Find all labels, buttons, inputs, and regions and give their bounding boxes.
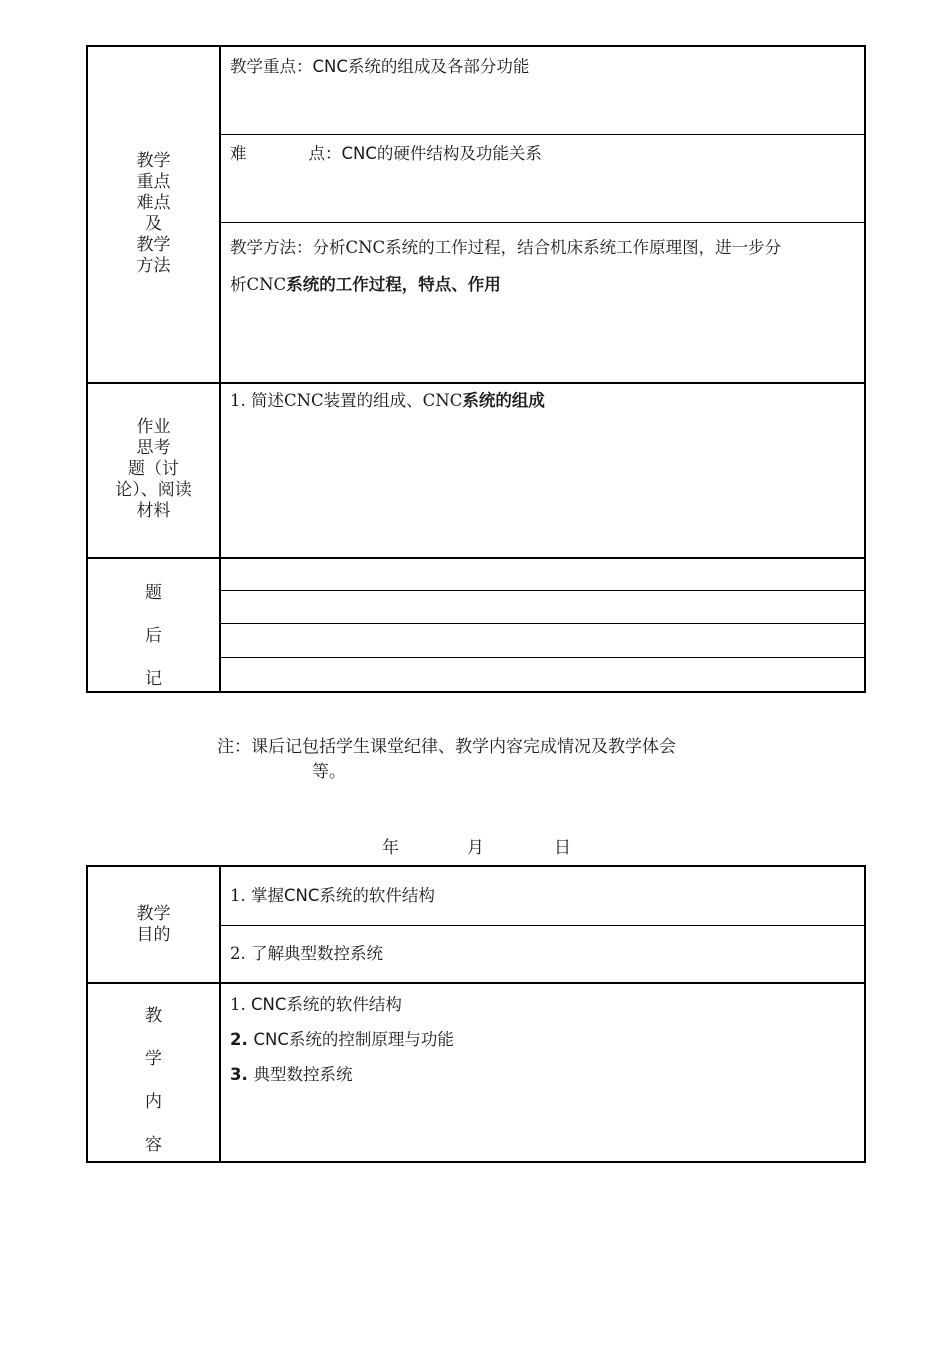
homework-label (88, 417, 219, 522)
teaching-content-list (230, 987, 854, 1092)
row-divider (219, 134, 864, 135)
content-item-3-text: 典型数控系统 (253, 1065, 353, 1084)
difficulty-label: 难 (230, 144, 247, 163)
homework-bold: 系统的组成 (462, 391, 545, 410)
footnote (217, 735, 757, 785)
content-item-1-number: 1. (230, 995, 251, 1014)
label-line: 目的 (136, 925, 171, 945)
content-item-2 (230, 1022, 854, 1057)
label-line: 容 (145, 1135, 162, 1155)
content-item-1-text: CNC系统的软件结构 (251, 995, 402, 1014)
footnote-line-1: 注：课后记包括学生课堂纪律、教学内容完成情况及教学体会 (217, 737, 676, 757)
label-line: 教学 (136, 235, 171, 255)
difficulty-text: CNC的硬件结构及功能关系 (341, 144, 542, 163)
goal-1-number: 1. (230, 886, 251, 905)
label-line: 学 (145, 1049, 162, 1069)
teaching-method-line-2-prefix: 析CNC (230, 275, 287, 294)
row-divider (219, 657, 864, 658)
teaching-content-label (88, 995, 219, 1167)
label-line: 内 (145, 1092, 162, 1112)
label-line: 难点 (136, 193, 171, 213)
row-divider (88, 557, 864, 559)
label-line: 材料 (136, 501, 171, 521)
label-line: 及 (145, 214, 162, 234)
lesson-plan-table-2 (86, 865, 866, 1163)
label-line: 论）、阅读 (115, 480, 192, 500)
content-item-2-text: CNC系统的控制原理与功能 (253, 1030, 454, 1049)
date-year: 年 (382, 838, 399, 858)
row-divider (219, 925, 864, 926)
label-line: 教 (145, 1006, 162, 1026)
date-month: 月 (467, 838, 484, 858)
label-line: 后 (145, 626, 162, 646)
teaching-method-cell (230, 229, 854, 303)
row-divider (219, 590, 864, 591)
teaching-goal-1 (230, 882, 854, 910)
teaching-method-line-2 (230, 266, 854, 303)
column-divider (219, 47, 221, 691)
label-line: 题 (145, 583, 162, 603)
homework-prefix: 1. 简述CNC装置的组成、CNC (230, 391, 463, 410)
column-divider (219, 867, 221, 1161)
label-line: 思考 (136, 438, 171, 458)
difficulty-prefix: 点： (308, 144, 342, 163)
teaching-focus-cell (230, 53, 854, 81)
date-day: 日 (554, 838, 571, 858)
row-divider (219, 222, 864, 223)
teaching-focus-prefix: 教学重点： (230, 57, 313, 76)
difficulty-cell (230, 140, 854, 168)
label-line: 教学 (136, 151, 171, 171)
label-line: 作业 (136, 417, 171, 437)
teaching-method-line-2-bold: 系统的工作过程，特点、作用 (286, 275, 501, 294)
content-item-3-number: 3. (230, 1065, 254, 1084)
label-line: 方法 (136, 256, 171, 276)
goal-2-text: 2. 了解典型数控系统 (230, 944, 383, 963)
label-line: 题（讨 (128, 459, 179, 479)
teaching-goal-2 (230, 940, 854, 968)
content-item-2-number: 2. (230, 1030, 254, 1049)
teaching-focus-text: CNC系统的组成及各部分功能 (312, 57, 530, 76)
teaching-goals-label (88, 904, 219, 946)
row-divider (88, 382, 864, 384)
key-points-methods-label (88, 151, 219, 277)
homework-cell (230, 387, 854, 415)
label-line: 重点 (136, 172, 171, 192)
content-item-3 (230, 1057, 854, 1092)
label-line: 记 (145, 669, 162, 689)
lesson-plan-table-1 (86, 45, 866, 693)
post-lesson-notes-label (88, 572, 219, 701)
row-divider (219, 623, 864, 624)
footnote-line-2: 等。 (312, 762, 346, 782)
label-line: 教学 (136, 904, 171, 924)
content-item-1 (230, 987, 854, 1022)
row-divider (88, 982, 864, 984)
goal-1-text: 掌握CNC系统的软件结构 (251, 886, 435, 905)
teaching-method-line-1: 教学方法：分析CNC系统的工作过程，结合机床系统工作原理图，进一步分 (230, 238, 782, 257)
